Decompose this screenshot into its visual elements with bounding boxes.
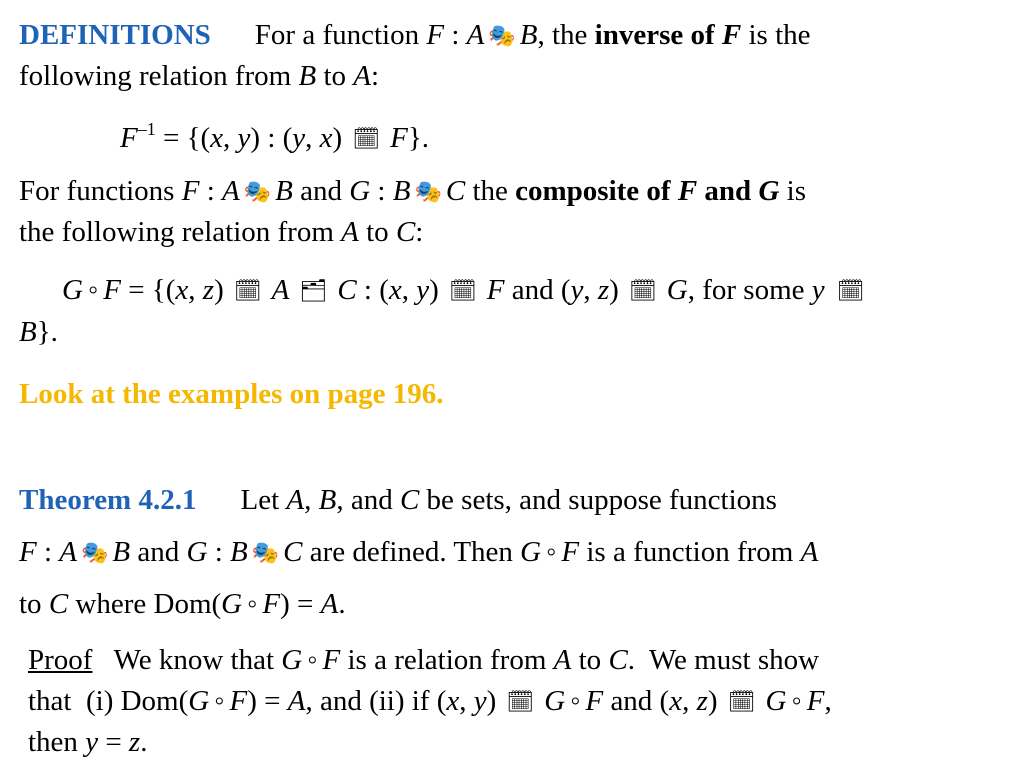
element-of-icon: 🗓 [628,279,657,304]
var-B: B [519,19,538,51]
var-G: G [221,588,243,620]
bold-term: composite of [515,175,678,207]
text: is a relation from [340,644,554,676]
bold-var-G: G [758,175,780,207]
var-A: A [287,685,306,717]
text: is [779,175,806,207]
text: is a function from [579,536,801,568]
var-F: F [322,644,341,676]
examples-note: Look at the examples on page 196. [19,378,444,410]
definitions-line-2 [19,62,379,91]
text: , [304,484,319,516]
var-C: C [283,536,303,568]
var-F: F [181,175,200,207]
var-x: x [319,122,333,154]
text: ) [214,274,224,306]
var-C: C [445,175,466,207]
text: = {( [155,122,211,154]
var-G: G [544,685,566,717]
superscript: –1 [137,119,156,139]
element-of-icon: 🗓 [233,279,262,304]
var-x: x [175,274,189,306]
text: , and [336,484,400,516]
text: and ( [603,685,670,717]
circ-icon: ◦ [87,274,99,306]
var-x: x [446,685,460,717]
theorem-line-3 [19,590,346,619]
var-B: B [112,536,131,568]
var-A: A [353,60,371,92]
text: , [401,274,417,306]
text: : [207,536,231,568]
text: : [199,175,222,207]
var-B: B [318,484,337,516]
var-F: F [486,274,505,306]
var-F: F [426,19,445,51]
var-C: C [48,588,69,620]
definitions-line-4 [19,218,423,247]
text: Let [240,484,287,516]
text: . [338,588,346,620]
element-of-icon: 🗓 [506,690,535,715]
bold-term: inverse of [594,19,722,51]
var-y: y [416,274,430,306]
var-G: G [520,536,542,568]
text: , and (ii) if ( [305,685,447,717]
var-A: A [222,175,240,207]
var-z: z [128,726,141,758]
var-G: G [666,274,688,306]
text: to [358,216,396,248]
text: : [444,19,467,51]
text: }. [407,122,430,154]
text: ) [609,274,619,306]
maps-to-icon: 🎭 [488,24,516,49]
text: and [292,175,350,207]
var-z: z [202,274,215,306]
proof-line-3 [28,728,147,757]
text: : [370,60,380,92]
var-F: F [390,122,408,154]
element-of-icon: 🗓 [836,279,865,304]
inverse-formula [120,120,429,153]
text: the following relation from [19,216,342,248]
element-of-icon: 🗓 [727,690,756,715]
text: ) = [280,588,321,620]
composite-formula [62,276,865,305]
maps-to-icon: 🎭 [251,541,280,566]
text: : ( [356,274,389,306]
text: ) [332,122,343,154]
var-B: B [230,536,248,568]
theorem-line-1 [19,486,777,515]
var-A: A [553,644,572,676]
text: following relation from [19,60,299,92]
var-C: C [399,484,420,516]
var-x: x [210,122,224,154]
circ-icon: ◦ [570,685,581,717]
text: For functions [19,175,182,207]
var-G: G [281,644,303,676]
var-F: F [19,536,37,568]
cross-product-icon: 🗂 [299,279,328,304]
text: to [316,60,354,92]
var-B: B [275,175,293,207]
text: and ( [504,274,571,306]
text: , [824,685,832,717]
var-B: B [298,60,317,92]
text: be sets, and suppose functions [419,484,777,516]
bold-var-F: F [677,175,698,207]
text: to [19,588,49,620]
text: where Dom( [68,588,222,620]
definitions-heading: DEFINITIONS [19,19,211,51]
theorem-line-2 [19,538,818,567]
text: , [305,122,320,154]
circ-icon: ◦ [247,588,258,620]
var-B: B [19,316,37,348]
var-F: F [806,685,825,717]
text: to [571,644,609,676]
text: , [459,685,474,717]
var-G: G [349,175,371,207]
text: , [682,685,697,717]
text: are defined. Then [302,536,521,568]
var-A: A [341,216,359,248]
text: ) [707,685,718,717]
var-z: z [597,274,610,306]
text: that (i) Dom( [28,685,189,717]
proof-line-1 [28,646,819,675]
var-F: F [262,588,281,620]
bold-term: and [697,175,759,207]
var-A: A [271,274,290,306]
maps-to-icon: 🎭 [81,541,109,566]
bold-var-F: F [721,19,742,51]
element-of-icon: 🗓 [448,279,477,304]
definitions-line-1 [19,21,811,50]
text: : [36,536,60,568]
text: , [188,274,203,306]
text: We know that [92,644,282,676]
text: , [223,122,238,154]
text: . We must show [627,644,820,676]
var-G: G [186,536,208,568]
maps-to-icon: 🎭 [243,180,272,205]
circ-icon: ◦ [791,685,802,717]
var-G: G [62,274,83,306]
var-y: y [811,274,825,306]
text: ) : ( [250,122,293,154]
theorem-heading: Theorem 4.2.1 [19,484,197,516]
text: = {( [120,274,176,306]
var-y: y [292,122,306,154]
text: ) [429,274,439,306]
text: }. [36,316,58,348]
var-z: z [696,685,708,717]
text: = [98,726,129,758]
text: : [370,175,393,207]
var-F: F [561,536,580,568]
element-of-icon: 🗓 [352,127,381,152]
proof-label: Proof [28,644,93,676]
var-A: A [800,536,819,568]
var-F: F [103,274,121,306]
text: , the [537,19,595,51]
circ-icon: ◦ [214,685,225,717]
text: . [140,726,148,758]
var-A: A [59,536,77,568]
var-x: x [388,274,402,306]
var-F: F [585,685,604,717]
var-y: y [237,122,251,154]
var-G: G [188,685,210,717]
var-B: B [392,175,411,207]
text: ) [486,685,497,717]
text: ) = [247,685,288,717]
text: : [415,216,424,248]
var-C: C [337,274,357,306]
text: , [583,274,598,306]
text: the [465,175,516,207]
var-x: x [669,685,683,717]
text: and [130,536,187,568]
text: then [28,726,86,758]
var-C: C [608,644,628,676]
text: , for some [687,274,812,306]
var-A: A [466,19,485,51]
var-A: A [286,484,305,516]
text: is the [741,19,811,51]
var-F: F [229,685,248,717]
var-F: F [120,122,138,154]
composite-formula-end [19,318,58,347]
var-y: y [570,274,584,306]
circ-icon: ◦ [546,536,557,568]
maps-to-icon: 🎭 [414,180,442,205]
proof-line-2 [28,687,832,716]
var-y: y [473,685,487,717]
definitions-line-3 [19,177,806,206]
var-y: y [85,726,99,758]
var-C: C [395,216,416,248]
text: For a function [254,19,427,51]
var-A: A [320,588,339,620]
var-G: G [765,685,787,717]
circ-icon: ◦ [307,644,318,676]
